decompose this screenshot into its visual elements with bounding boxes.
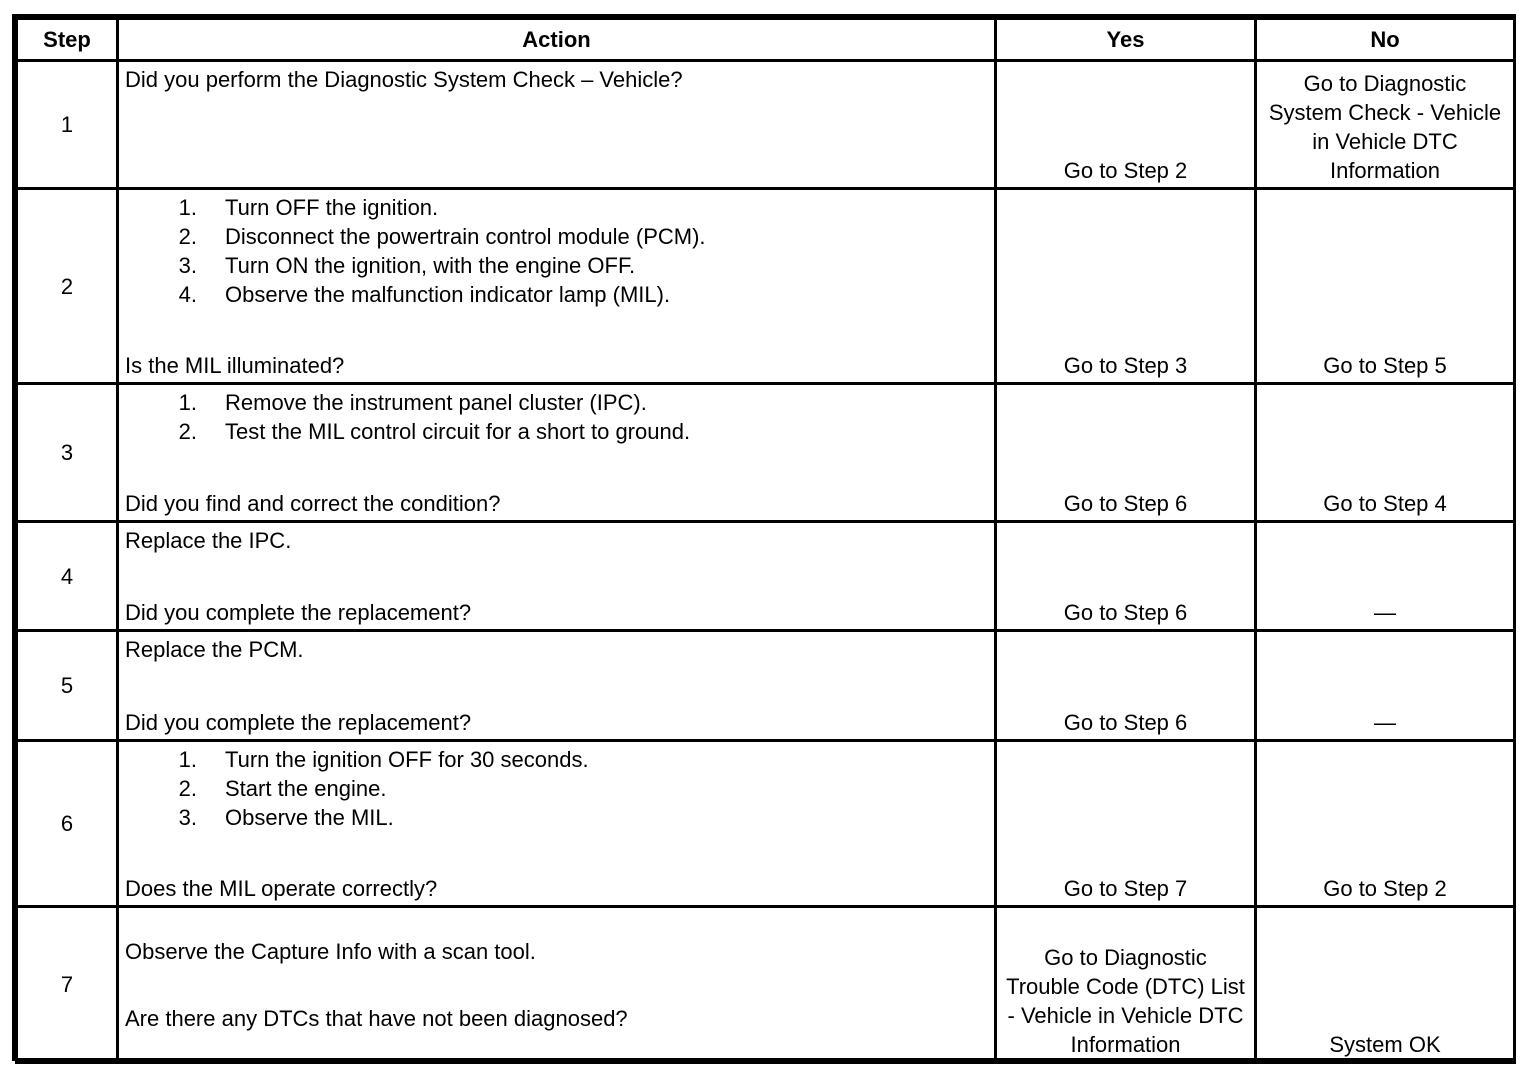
action-steps-list <box>125 193 990 309</box>
list-item <box>125 803 990 832</box>
list-item <box>125 417 990 446</box>
yes-cell: Go to Step 2 <box>996 61 1256 189</box>
list-item-text: Turn ON the ignition, with the engine OFF. <box>225 253 636 278</box>
table-row <box>17 61 1515 189</box>
no-cell: Go to Step 4 <box>1256 384 1515 522</box>
list-item-number: 2. <box>178 224 197 249</box>
action-question: Did you complete the replacement? <box>125 600 472 625</box>
diagnostic-table <box>15 17 1516 1064</box>
table-row <box>17 741 1515 907</box>
list-item-number: 3. <box>178 253 197 278</box>
yes-cell: Go to Step 7 <box>996 741 1256 907</box>
action-cell <box>118 907 996 1063</box>
no-text: Go to Diagnostic System Check - Vehicle in Vehicle DTC Information <box>1268 71 1502 183</box>
list-item-text: Observe the malfunction indicator lamp (MIL). <box>225 282 671 307</box>
header-row <box>17 19 1515 61</box>
action-cell <box>118 741 996 907</box>
list-item <box>125 388 990 417</box>
list-item-number: 3. <box>178 805 197 830</box>
yes-cell: Go to Step 6 <box>996 384 1256 522</box>
no-cell: — <box>1256 631 1515 741</box>
list-item-text: Disconnect the powertrain control module (PCM). <box>225 224 706 249</box>
list-item-text: Test the MIL control circuit for a short to ground. <box>225 419 691 444</box>
header-yes: Yes <box>996 19 1256 61</box>
action-question: Does the MIL operate correctly? <box>125 876 438 901</box>
action-question: Is the MIL illuminated? <box>125 353 345 378</box>
table-row <box>17 384 1515 522</box>
yes-cell: Go to Step 3 <box>996 189 1256 384</box>
table-row <box>17 631 1515 741</box>
action-text: Replace the IPC. <box>125 528 292 553</box>
list-item-text: Observe the MIL. <box>225 805 394 830</box>
list-item-text: Turn OFF the ignition. <box>225 195 439 220</box>
list-item <box>125 193 990 222</box>
list-item <box>125 774 990 803</box>
table-row <box>17 189 1515 384</box>
no-cell: Go to Step 5 <box>1256 189 1515 384</box>
list-item-number: 4. <box>178 282 197 307</box>
list-item-text: Turn the ignition OFF for 30 seconds. <box>225 747 589 772</box>
step-number: 3 <box>17 384 118 522</box>
table-row <box>17 907 1515 1063</box>
list-item <box>125 222 990 251</box>
yes-cell: Go to Step 6 <box>996 631 1256 741</box>
list-item-number: 1. <box>178 747 197 772</box>
action-text: Did you perform the Diagnostic System Check – Vehicle? <box>125 67 683 92</box>
header-action: Action <box>118 19 996 61</box>
step-number: 1 <box>17 61 118 189</box>
no-cell: — <box>1256 522 1515 631</box>
step-number: 5 <box>17 631 118 741</box>
list-item-text: Remove the instrument panel cluster (IPC). <box>225 390 647 415</box>
action-cell <box>118 61 996 189</box>
no-cell: Go to Step 2 <box>1256 741 1515 907</box>
step-number: 6 <box>17 741 118 907</box>
action-cell <box>118 631 996 741</box>
list-item-number: 2. <box>178 419 197 444</box>
action-cell <box>118 522 996 631</box>
list-item <box>125 280 990 309</box>
diagnostic-table-sheet <box>12 14 1516 1061</box>
action-question: Did you find and correct the condition? <box>125 491 501 516</box>
step-number: 4 <box>17 522 118 631</box>
header-step: Step <box>17 19 118 61</box>
step-number: 7 <box>17 907 118 1063</box>
action-text: Observe the Capture Info with a scan tool. <box>125 939 536 964</box>
no-cell: System OK <box>1256 907 1515 1063</box>
no-cell <box>1256 61 1515 189</box>
list-item-number: 1. <box>178 195 197 220</box>
action-cell <box>118 384 996 522</box>
action-steps-list <box>125 745 990 832</box>
action-steps-list <box>125 388 990 446</box>
list-item-number: 1. <box>178 390 197 415</box>
step-number: 2 <box>17 189 118 384</box>
action-question: Did you complete the replacement? <box>125 710 472 735</box>
header-no: No <box>1256 19 1515 61</box>
list-item-number: 2. <box>178 776 197 801</box>
table-row <box>17 522 1515 631</box>
action-text: Replace the PCM. <box>125 637 304 662</box>
list-item <box>125 745 990 774</box>
yes-text: Go to Diagnostic Trouble Code (DTC) List - Vehicle in Vehicle DTC Information <box>1006 945 1245 1057</box>
list-item-text: Start the engine. <box>225 776 387 801</box>
yes-cell <box>996 907 1256 1063</box>
action-question: Are there any DTCs that have not been diagnosed? <box>125 1006 628 1031</box>
list-item <box>125 251 990 280</box>
yes-cell: Go to Step 6 <box>996 522 1256 631</box>
action-cell <box>118 189 996 384</box>
